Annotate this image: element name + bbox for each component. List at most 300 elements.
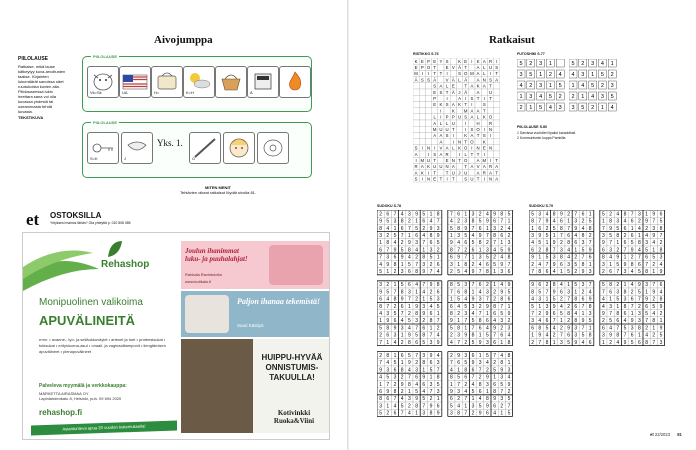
sudoku-digit: 2 [652,332,656,339]
crossword-letter: T [476,96,480,102]
crossword-letter: A [445,145,449,151]
intro-body: Ratkaise, mikä lause kätkeytyy kuva-arvoitusten taakse. Kirjainten lukumäärät sanoissa näet ruudukoista kuvien alla. Piilolauseessa lukin heettara sana voi olla kuvassa yhdestä tai useammasta tehdä kuvasta. [18,64,66,114]
crossword-letter: I [465,120,467,126]
sudoku-digit: 5 [400,282,404,289]
sudoku-digit: 5 [408,353,411,359]
sudoku-digit: 3 [659,254,663,261]
crossword-letter: A [482,58,486,64]
sudoku-digit: 7 [645,318,648,325]
crossword-cell [456,163,462,169]
sudoku-digit: 2 [574,254,578,261]
piilolause-intro [18,56,66,120]
sudoku-digit: 4 [478,289,482,296]
sudoku-digit: 1 [623,254,627,261]
pic-caption: Vk=Sk [90,90,102,95]
sudoku-digit: 9 [450,240,453,247]
sudoku-digit: 1 [450,296,453,303]
sudoku-digit: 4 [379,374,382,381]
sudoku-digit: 2 [464,247,468,254]
sudoku-digit: 5 [602,282,605,289]
sudoku-digit: 9 [609,332,612,339]
sudoku-digit: 7 [422,282,426,289]
sudoku-digit: 3 [379,233,382,239]
crossword-cell [419,89,425,95]
crossword-letter: S [433,83,437,89]
sudoku-digit: 5 [400,247,404,254]
sudoku-digit: 9 [538,332,542,339]
sudoku-digit: 6 [560,218,563,225]
crossword-cell [450,151,456,157]
crossword-letter: K [439,102,443,108]
sudoku-digit: 4 [429,303,433,310]
futoshiki-number: 4 [539,94,543,100]
futoshiki-number: 5 [548,94,552,100]
sudoku-digit: 8 [602,254,605,261]
sudoku-digit: 6 [386,396,390,403]
crossword-letter: K [464,133,468,139]
sudoku-digit: 5 [415,225,418,232]
footer-issue: 22/2023 [654,432,671,437]
crossword-letter: I [471,58,473,64]
yks-text [155,132,185,162]
sudoku-digit: 3 [422,303,426,310]
sudoku-digit: 6 [545,269,549,275]
sudoku-digit: 9 [623,261,627,268]
sudoku-digit: 5 [645,247,648,254]
sudoku-digit: 1 [531,225,534,232]
sudoku-digit: 5 [436,240,440,247]
futoshiki-number: 5 [519,61,523,67]
futoshiki-number: 1 [591,72,595,78]
sudoku-digit: 8 [393,296,397,303]
crossword-letter: N [426,176,431,182]
sudoku-digit: 7 [429,332,433,339]
sudoku-digit: 7 [588,282,592,289]
sudoku-digit: 7 [493,353,496,359]
sudoku-digit: 1 [560,318,563,325]
sudoku-digit: 8 [429,233,433,239]
crossword-letter: E [445,65,449,71]
sudoku-digit: 7 [500,218,504,225]
sudoku-digit: 6 [429,360,433,367]
sudoku-digit: 7 [408,296,411,303]
sudoku-digit: 7 [478,311,482,317]
crossword-letter: I [434,145,436,151]
sudoku-digit: 5 [386,289,390,296]
sudoku-digit: 5 [574,282,578,289]
sudoku-digit: 9 [567,325,570,332]
futoshiki-number: 4 [571,72,575,78]
sudoku-digit: 3 [531,318,534,325]
sudoku-digit: 3 [464,353,468,359]
sudoku-digit: 3 [457,233,460,239]
sudoku-digit: 7 [422,240,426,247]
sudoku-digit: 2 [471,410,475,417]
futoshiki-number: 2 [548,72,552,78]
sudoku-digit: 8 [408,339,411,346]
sudoku-digit: 6 [574,240,578,247]
sudoku-digit: 6 [552,311,556,317]
sudoku-digit: 6 [638,261,641,268]
crossword-letter: T [433,71,437,77]
sudoku-digit: 3 [464,218,468,225]
sudoku-digit: 5 [393,311,397,317]
sudoku-digit: 2 [415,360,418,367]
sudoku-digit: 7 [386,247,390,254]
sudoku-digit: 7 [386,303,390,310]
sudoku-digit: 5 [464,360,468,367]
huippu-ad[interactable] [181,339,329,433]
sudoku-digit: 4 [560,303,563,310]
sudoku-digit: 6 [457,360,460,367]
sudoku-digit: 2 [652,261,656,268]
sudoku-digit: 9 [493,211,496,218]
crossword-cell [475,101,481,107]
sudoku-digit: 2 [507,233,511,239]
sudoku-digit: 2 [638,218,641,225]
sudoku-digit: 8 [422,360,426,367]
sudoku-digit: 2 [588,233,592,239]
futoshiki-number: 5 [600,72,604,78]
crossword-letter: I [471,102,473,108]
sudoku-digit: 1 [616,240,620,247]
crossword-letter: A [458,96,461,102]
sudoku-digit: 3 [623,296,627,303]
rehashop-ad[interactable] [23,233,177,439]
sudoku-digit: 3 [486,381,489,388]
sudoku-digit: 2 [436,247,440,254]
sudoku-digit: 6 [379,247,382,254]
sudoku-digit: 1 [464,325,468,332]
sudoku-digit: 2 [415,296,418,303]
crossword-cell [413,108,419,114]
sudoku-digit: 9 [379,367,382,374]
futoshiki-number: 2 [581,61,585,67]
sudoku-digit: 6 [464,240,468,247]
sudoku-digit: 2 [630,254,634,261]
crossword-letter: I [489,133,492,139]
book-icon [247,66,279,98]
crossword-letter: A [414,170,418,176]
crossword-letter: I [427,151,430,157]
crossword-cell [413,139,419,145]
crossword-cell [494,132,500,138]
sudoku-digit: 7 [500,389,504,395]
sudoku-digit: 6 [436,289,440,296]
sudoku-left-grids [377,210,522,424]
joulu-ad[interactable] [181,241,329,289]
futoshiki-number: 1 [548,61,552,67]
sudoku-digit: 6 [574,303,578,310]
sudoku-digit: 8 [478,240,482,247]
sudoku-digit: 4 [602,303,605,310]
sudoku-digit: 1 [386,403,390,410]
sudoku-digit: 6 [471,247,475,254]
crossword-cell [425,95,431,101]
sudoku-digit: 7 [436,318,440,325]
sudoku-digit: 2 [493,296,496,303]
sudoku-digit: 5 [659,218,663,225]
sudoku-digit: 8 [415,269,418,275]
sudoku-digit: 9 [531,282,534,289]
sudoku-digit: 5 [616,225,620,232]
sudoku-digit: 4 [450,367,453,374]
sudoku-digit: 3 [630,325,634,332]
ads-block [22,232,330,440]
sudoku-digit: 8 [493,233,496,239]
sudoku-digit: 9 [630,247,634,254]
crossword-cell [438,170,444,176]
sudoku-digit: 5 [538,240,542,247]
sudoku-digit: 6 [545,318,549,325]
crossword-cell [425,132,431,138]
crossword-letter: Ä [451,77,455,83]
rehashop-url[interactable]: rehashop.fi [39,408,83,417]
crossword-letter: I [446,176,448,182]
sudoku-digit: 8 [457,325,460,332]
sudoku-digit: 4 [574,233,578,239]
crossword-letter: A [439,133,443,139]
sudoku-digit: 8 [464,367,468,374]
crossword-letter: S [445,58,449,64]
sudoku-digit: 8 [560,225,563,232]
sudoku-digit: 2 [393,269,397,275]
crossword-letter: A [470,114,474,120]
sudoku-digit: 2 [538,311,542,317]
sudoku-digit: 9 [493,325,496,332]
sudoku-digit: 4 [408,254,411,261]
paljon-ad[interactable] [181,291,329,337]
sudoku-digit: 5 [507,289,511,296]
crossword-letter: A [470,108,474,114]
futoshiki-number: 2 [610,72,614,78]
futoshiki-number: 4 [519,83,523,89]
sudoku-digit: 5 [464,303,468,310]
crossword-letter: S [470,96,474,102]
sudoku-digit: 3 [560,339,563,346]
sudoku-digit: 1 [500,240,504,247]
rehashop-headline-big: APUVÄLINEITÄ [39,313,136,328]
crossword-letter: U [426,158,431,164]
sudoku-digit: 7 [616,325,620,332]
crossword-letter: O [476,127,480,133]
sudoku-digit: 2 [581,218,585,225]
sudoku-digit: 3 [436,296,440,303]
sudoku-digit: 3 [493,225,496,232]
sudoku-digit: 5 [478,218,482,225]
ostoksilla-header [26,210,328,230]
sudoku-digit: 7 [638,254,641,261]
pic-caption: H= [154,90,160,95]
crossword-letter: I [415,158,417,164]
huippu-ad-photo [181,339,253,433]
sudoku-digit: 6 [379,296,382,303]
crossword-letter: T [489,83,492,89]
crossword-cell [419,151,425,157]
sudoku-digit: 5 [588,318,592,325]
crossword-cell [425,89,431,95]
cow-icon [87,66,119,98]
crossword-letter: E [433,102,437,108]
crossword-letter: U [470,176,474,182]
sudoku-digit: 1 [464,211,468,218]
sudoku-digit: 4 [393,240,397,247]
crossword-letter: E [414,65,418,71]
crossword-letter: E [420,58,424,64]
sudoku-digit: 4 [415,282,418,289]
crossword-letter: P [445,114,449,120]
futoshiki-number: 1 [519,94,523,100]
sudoku-digit: 8 [408,247,411,254]
sudoku-digit: 2 [500,325,504,332]
sudoku-digit: 8 [545,247,549,254]
futoshiki-number: 3 [539,61,543,67]
futoshiki-number: 1 [571,83,575,89]
crossword-letter: A [495,77,499,83]
sudoku-digit: 3 [507,240,511,247]
sudoku-digit: 8 [552,282,556,289]
sudoku-digit: 6 [400,225,404,232]
sudoku-digit: 5 [379,269,382,275]
sudoku-digit: 9 [457,254,460,261]
sudoku-digit: 3 [408,396,411,403]
sudoku-digit: 6 [531,247,534,254]
sudoku-digit: 9 [478,233,482,239]
sudoku-digit: 1 [602,339,605,346]
sudoku-digit: 7 [393,289,397,296]
sudoku-digit: 6 [500,332,504,339]
sudoku-digit: 5 [588,218,592,225]
sudoku-digit: 2 [478,303,482,310]
sudoku-digit: 7 [507,403,511,410]
sudoku-digit: 4 [422,289,426,296]
sudoku-digit: 8 [531,289,534,296]
piilolause-answer-2: 2 Kommunismin kuppa Pamirilla [517,136,566,140]
crossword-cell [419,139,425,145]
crossword-cell [413,89,419,95]
sudoku-digit: 5 [450,325,453,332]
piilolause-puzzle-1 [82,56,312,112]
sudoku-digit: 8 [623,289,627,296]
sudoku-digit: 6 [400,353,404,359]
sudoku-digit: 4 [552,325,556,332]
crossword-letter: T [464,102,468,108]
page-title-right: Ratkaisut [489,34,535,46]
crossword-letter: T [433,65,437,71]
sudoku-digit: 1 [386,269,390,275]
sudoku-digit: 9 [436,339,440,346]
sudoku-digit: 9 [429,225,433,232]
sudoku-digit: 1 [393,225,397,232]
sudoku-digit: 4 [652,240,656,247]
rehashop-leaf-icon [106,239,124,259]
sudoku-digit: 8 [408,381,411,388]
sudoku-digit: 6 [581,296,585,303]
sudoku-digit: 4 [552,269,556,275]
joulu-ad-url: www.kotikalo.fi [185,279,212,284]
sudoku-digit: 5 [545,325,549,332]
sudoku-digit: 1 [486,225,489,232]
futoshiki-number: 2 [600,83,604,89]
sudoku-digit: 6 [602,325,605,332]
sudoku-digit: 5 [602,211,605,218]
sudoku-digit: 1 [415,289,418,296]
sudoku-digit: 6 [457,289,460,296]
sudoku-digit: 9 [616,254,620,261]
sudoku-digit: 6 [393,367,397,374]
sudoku-digit: 5 [436,381,440,388]
sudoku-digit: 9 [478,339,482,346]
sudoku-digit: 5 [415,389,418,395]
crossword-letter: A [482,164,486,170]
sudoku-digit: 9 [552,240,556,247]
crossword-letter: K [420,170,424,176]
sudoku-digit: 8 [507,353,511,359]
sudoku-digit: 6 [457,211,460,218]
crossword-letter: U [451,120,455,126]
rehashop-ribbon: Asiantunteva apua 20 vuoden kokemuksella! [31,420,177,435]
sudoku-digit: 2 [386,410,390,417]
crossword-letter: T [476,151,480,157]
crossword-letter: L [439,120,443,126]
sudoku-digit: 6 [623,240,627,247]
futoshiki-number: 1 [610,61,614,67]
sudoku-digit: 6 [659,211,663,218]
pic-caption: UA [122,90,128,95]
sudoku-digit: 5 [471,339,475,346]
futoshiki-number: 2 [519,105,523,111]
sudoku-digit: 9 [450,318,453,325]
crossword-letter: T [482,108,486,114]
sudoku-digit: 2 [552,332,556,339]
sudoku-digit: 1 [379,240,382,247]
sudoku-digit: 8 [493,389,496,395]
crossword-cell [469,157,475,163]
sudoku-digit: 5 [630,240,634,247]
crossword-cell [487,139,493,145]
crossword-letter: E [464,58,468,64]
futoshiki-number: 3 [529,94,533,100]
crossword-letter: N [482,77,486,83]
sudoku-digit: 7 [415,325,418,332]
sudoku-digit: 4 [400,211,404,218]
aloe-icon [23,239,99,295]
sudoku-digit: 3 [478,360,482,367]
sudoku-digit: 4 [538,318,542,325]
sudoku-digit: 1 [400,332,404,339]
sudoku-digit: 5 [478,403,482,410]
futoshiki-number: 4 [558,72,562,78]
sudoku-digit: 1 [457,318,460,325]
piilolause-puzzle-2 [82,122,312,178]
crossword-cell [425,83,431,89]
sudoku-digit: 7 [507,261,511,268]
sudoku-digit: 6 [450,303,453,310]
futoshiki-label: FUTOSHIKI S.77 [517,52,545,56]
crossword-letter: K [458,58,461,64]
sudoku-digit: 5 [471,318,475,325]
crossword-letter: S [482,102,486,108]
sudoku-digit: 1 [500,339,504,346]
crossword-cell [487,101,493,107]
sudoku-digit: 8 [400,218,404,225]
crossword-letter: E [451,83,455,89]
sudoku-digit: 8 [552,211,556,218]
sudoku-digit: 7 [581,303,585,310]
sudoku-digit: 1 [623,282,627,289]
crossword-letter: M [482,158,487,164]
sudoku-digit: 3 [507,325,511,332]
